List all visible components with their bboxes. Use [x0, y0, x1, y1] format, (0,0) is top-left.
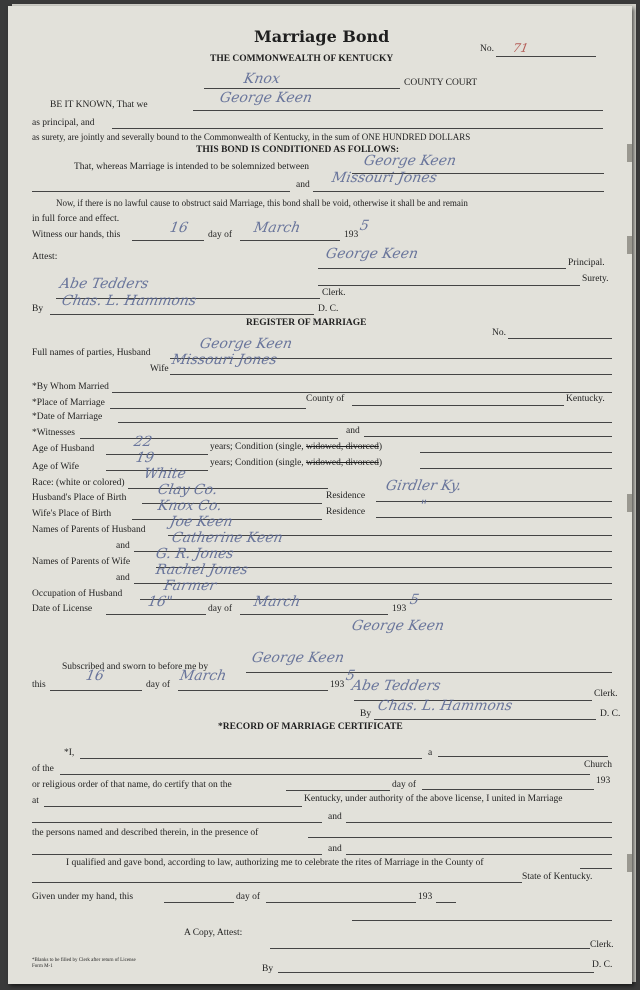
- binder-tab: [627, 236, 632, 254]
- county-name: Knox: [242, 71, 282, 87]
- register-clerk-signature: Abe Tedders: [350, 678, 442, 694]
- as-principal: as principal, and: [32, 118, 95, 128]
- footnote-form: Form M-1: [32, 964, 53, 969]
- subscribed-month: March: [178, 668, 228, 684]
- subscribed-day: 16: [84, 668, 106, 684]
- husband-residence: Girdler Ky.: [384, 478, 463, 494]
- register-heading: REGISTER OF MARRIAGE: [246, 318, 367, 328]
- license-year-prefix: 193: [392, 604, 407, 614]
- footnote-blanks: *Blanks to be filled by Clerk after return of License: [32, 958, 136, 963]
- marriage-bond-document: [8, 6, 632, 984]
- binder-tab: [627, 144, 632, 162]
- subscribed-label: Subscribed and sworn to before me by: [62, 662, 209, 672]
- county-of-label: County of: [306, 394, 345, 404]
- witnesses-and: and: [346, 426, 360, 436]
- license-day: 16": [146, 594, 174, 610]
- cert-religious-text: or religious order of that name, do certify that on the: [32, 780, 232, 790]
- principal-signature: George Keen: [324, 246, 420, 262]
- bond-dc-label: D. C.: [318, 304, 339, 314]
- parents-husband-and: and: [116, 541, 130, 551]
- race-label: Race: (white or colored): [32, 478, 125, 488]
- witness-year-digit: 5: [358, 218, 371, 234]
- witnesses-label: *Witnesses: [32, 428, 75, 438]
- witness-day: 16: [168, 220, 190, 236]
- age-wife-value: 19: [134, 450, 156, 466]
- occupation-value: Farmer: [162, 578, 218, 594]
- attest-label: Attest:: [32, 252, 58, 262]
- bond-number-value: 71: [511, 41, 530, 55]
- register-no-label: No.: [492, 328, 506, 338]
- and-label: and: [296, 180, 310, 190]
- husband-residence-label: Residence: [326, 491, 366, 501]
- full-force-text: in full force and effect.: [32, 214, 120, 224]
- surety-statement: as surety, are jointly and severally bound to the Commonwealth of Kentucky, in the sum of ONE HUNDRED DOLLARS: [32, 132, 471, 142]
- occupation-label: Occupation of Husband: [32, 589, 123, 599]
- cert-kentucky-authority: Kentucky, under authority of the above license, I united in Marriage: [304, 794, 563, 804]
- document-title: Marriage Bond: [254, 27, 390, 46]
- subscribed-this: this: [32, 680, 46, 690]
- register-by-label: By: [360, 709, 372, 719]
- wife-full-name: Missouri Jones: [170, 352, 279, 368]
- commonwealth-heading: THE COMMONWEALTH OF KENTUCKY: [210, 54, 394, 64]
- date-license-label: Date of License: [32, 604, 93, 614]
- cert-given-year: 193: [418, 892, 433, 902]
- register-dc-signature: Chas. L. Hammons: [376, 698, 514, 714]
- subscribed-year-digit: 5: [344, 668, 357, 684]
- parents-wife-and: and: [116, 573, 130, 583]
- license-day-of: day of: [208, 604, 233, 614]
- age-husband-value: 22: [132, 434, 154, 450]
- cert-clerk-label: Clerk.: [590, 940, 614, 950]
- wife-residence-label: Residence: [326, 507, 366, 517]
- bond-number-label: No.: [480, 44, 494, 54]
- husband-father: Joe Keen: [168, 514, 234, 530]
- now-if-text: Now, if there is no lawful cause to obstruct said Marriage, this bond shall be void, otherwise it shall be and remain: [56, 198, 468, 208]
- bond-clerk-signature: Abe Tedders: [58, 276, 150, 292]
- subscribed-name: George Keen: [250, 650, 346, 666]
- witness-text: Witness our hands, this: [32, 230, 121, 240]
- witness-year-prefix: 193: [344, 230, 359, 240]
- wife-label: Wife: [150, 364, 169, 374]
- license-year-digit: 5: [408, 592, 421, 608]
- witness-month: March: [252, 220, 302, 236]
- husband-full-name: George Keen: [198, 336, 294, 352]
- groom-name: George Keen: [362, 153, 458, 169]
- register-dc-label: D. C.: [600, 709, 621, 719]
- place-of-marriage-label: *Place of Marriage: [32, 398, 105, 408]
- certificate-heading: *RECORD OF MARRIAGE CERTIFICATE: [218, 722, 403, 732]
- license-signature: George Keen: [350, 618, 446, 634]
- cert-day-of: day of: [392, 780, 417, 790]
- parents-wife-label: Names of Parents of Wife: [32, 557, 131, 567]
- witness-day-of: day of: [208, 230, 233, 240]
- age-husband-condition: years; Condition (single, widowed, divorced): [210, 442, 383, 452]
- wife-birthplace: Knox Co.: [156, 498, 224, 514]
- husband-birth-label: Husband's Place of Birth: [32, 493, 127, 503]
- age-wife-condition: years; Condition (single, widowed, divorced): [210, 458, 383, 468]
- cert-i-label: *I,: [64, 748, 75, 758]
- age-wife-label: Age of Wife: [32, 462, 79, 472]
- cert-of-the-label: of the: [32, 764, 54, 774]
- husband-mother: Catherine Keen: [170, 530, 284, 546]
- kentucky-label: Kentucky.: [566, 394, 605, 404]
- wife-father: G. R. Jones: [154, 546, 235, 562]
- bond-clerk-label: Clerk.: [322, 288, 346, 298]
- cert-church-label: Church: [584, 760, 612, 770]
- bond-by-label: By: [32, 304, 44, 314]
- wife-birth-label: Wife's Place of Birth: [32, 509, 112, 519]
- register-clerk-label: Clerk.: [594, 689, 618, 699]
- race-value: White: [142, 466, 188, 482]
- cert-at-label: at: [32, 796, 39, 806]
- cert-by-label: By: [262, 964, 274, 974]
- parents-husband-label: Names of Parents of Husband: [32, 525, 146, 535]
- full-names-label: Full names of parties, Husband: [32, 348, 151, 358]
- wife-residence: ": [418, 498, 428, 514]
- principal-label: Principal.: [568, 258, 605, 268]
- cert-and-2: and: [328, 844, 342, 854]
- binder-tab: [627, 494, 632, 512]
- copy-attest-label: A Copy, Attest:: [184, 928, 243, 938]
- license-month: March: [252, 594, 302, 610]
- surety-label: Surety.: [582, 274, 609, 284]
- cert-year: 193: [596, 776, 611, 786]
- subscribed-year-prefix: 193: [330, 680, 345, 690]
- age-husband-label: Age of Husband: [32, 444, 95, 454]
- wife-mother: Rachel Jones: [154, 562, 250, 578]
- county-court-label: COUNTY COURT: [404, 78, 478, 88]
- cert-given-text: Given under my hand, this: [32, 892, 134, 902]
- cert-dc-label: D. C.: [592, 960, 613, 970]
- cert-state-kentucky: State of Kentucky.: [522, 872, 593, 882]
- principal-name: George Keen: [218, 90, 314, 106]
- date-of-marriage-label: *Date of Marriage: [32, 412, 103, 422]
- by-whom-married-label: *By Whom Married: [32, 382, 109, 392]
- whereas-text: That, whereas Marriage is intended to be solemnized between: [74, 162, 310, 172]
- bride-name: Missouri Jones: [330, 170, 439, 186]
- cert-a-label: a: [428, 748, 433, 758]
- subscribed-day-of: day of: [146, 680, 171, 690]
- bond-conditioned-heading: THIS BOND IS CONDITIONED AS FOLLOWS:: [196, 145, 399, 155]
- cert-given-day-of: day of: [236, 892, 261, 902]
- husband-birthplace: Clay Co.: [156, 482, 219, 498]
- cert-and-1: and: [328, 812, 342, 822]
- bond-dc-signature: Chas. L. Hammons: [60, 293, 198, 309]
- be-it-known: BE IT KNOWN, That we: [50, 100, 148, 110]
- binder-tab: [627, 854, 632, 872]
- cert-persons-text: the persons named and described therein, in the presence of: [32, 828, 259, 838]
- cert-qualified-text: I qualified and gave bond, according to law, authorizing me to celebrate the rites of Marriage in the County of: [66, 858, 484, 868]
